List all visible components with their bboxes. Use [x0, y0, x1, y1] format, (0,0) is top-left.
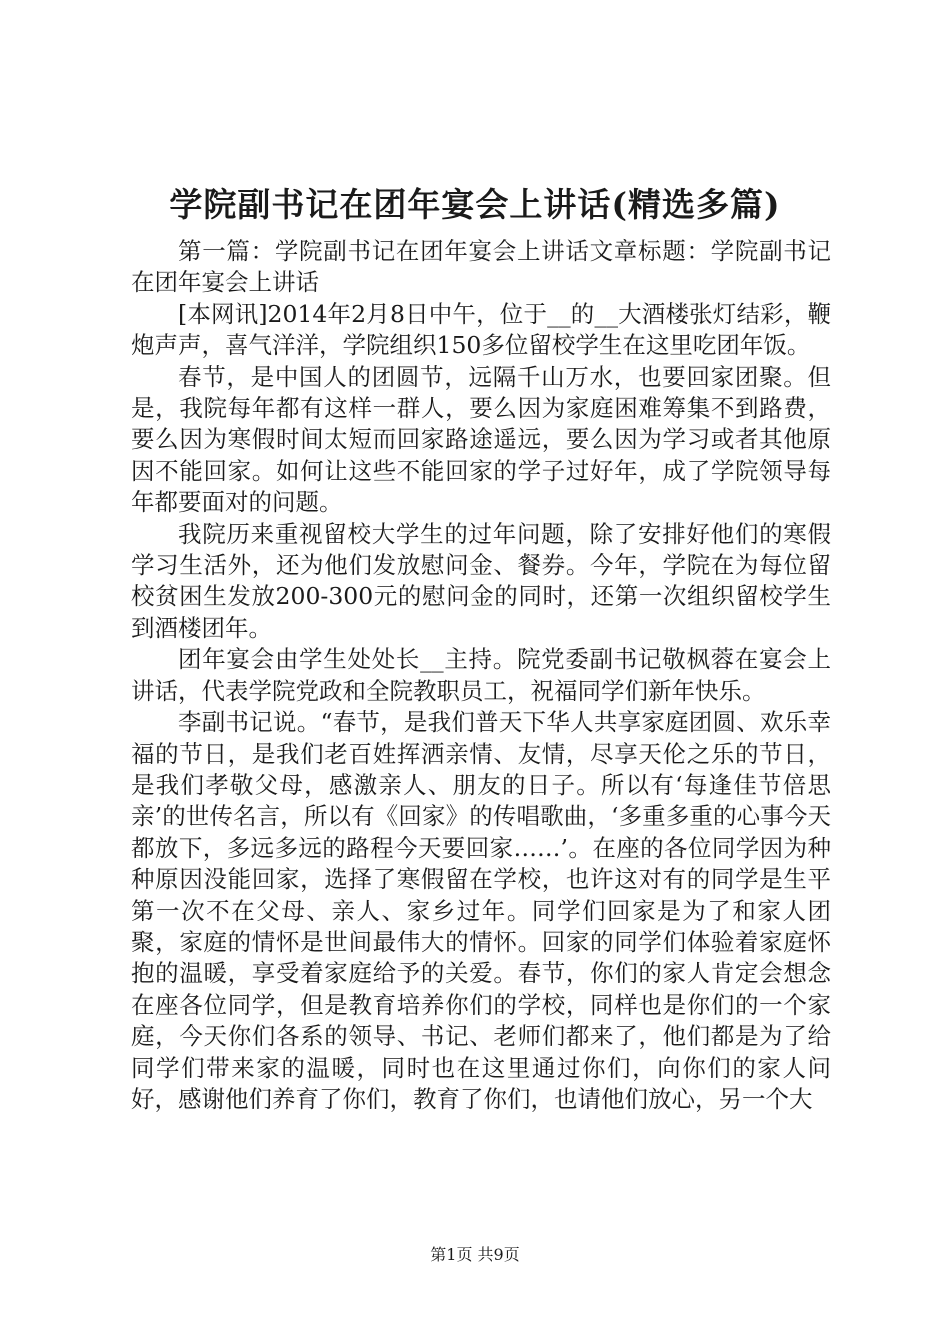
paragraph: 春节，是中国人的团圆节，远隔千山万水，也要回家团聚。但是，我院每年都有这样一群人，要么因为家庭困难筹集不到路费，要么因为寒假时间太短而回家路途遥远，要么因为学习或者其他原因不能回家。如何让这些不能回家的学子过好年，成了学院领导每年都要面对的问题。	[131, 362, 831, 517]
paragraph: [本网讯]2014年2月8日中午，位于__的__大酒楼张灯结彩，鞭炮声声，喜气洋洋，学院组织150多位留校学生在这里吃团年饭。	[131, 299, 831, 360]
document-title: 学院副书记在团年宴会上讲话(精选多篇)	[169, 185, 781, 224]
page-number-footer: 第1页 共9页	[430, 1245, 520, 1264]
paragraph: 我院历来重视留校大学生的过年问题，除了安排好他们的寒假学习生活外，还为他们发放慰问金、餐券。今年，学院在为每位留校贫困生发放200-300元的慰问金的同时，还第一次组织留校学生到酒楼团年。	[131, 519, 831, 642]
paragraph: 李副书记说。“春节，是我们普天下华人共享家庭团圆、欢乐幸福的节日，是我们老百姓挥洒亲情、友情，尽享天伦之乐的节日，是我们孝敬父母，感激亲人、朋友的日子。所以有‘每逢佳节倍思亲’的世传名言，所以有《回家》的传唱歌曲，‘多重多重的心事今天都放下，多远多远的路程今天要回家……’。在座的各位同学因为种种原因没能回家，选择了寒假留在学校，也许这对有的同学是生平第一次不在父母、亲人、家乡过年。同学们回家是为了和家人团聚，家庭的情怀是世间最伟大的情怀。回家的同学们体验着家庭怀抱的温暖，享受着家庭给予的关爱。春节，你们的家人肯定会想念在座各位同学，但是教育培养你们的学校，同样也是你们的一个家庭，今天你们各系的领导、书记、老师们都来了，他们都是为了给同学们带来家的温暖，同时也在这里通过你们，向你们的家人问好，感谢他们养育了你们，教育了你们，也请他们放心，另一个大	[131, 708, 831, 1113]
paragraph: 团年宴会由学生处处长__主持。院党委副书记敬枫蓉在宴会上讲话，代表学院党政和全院教职员工，祝福同学们新年快乐。	[131, 645, 831, 705]
document-body	[131, 236, 831, 1181]
paragraph: 第一篇：学院副书记在团年宴会上讲话文章标题：学院副书记在团年宴会上讲话	[131, 237, 831, 297]
